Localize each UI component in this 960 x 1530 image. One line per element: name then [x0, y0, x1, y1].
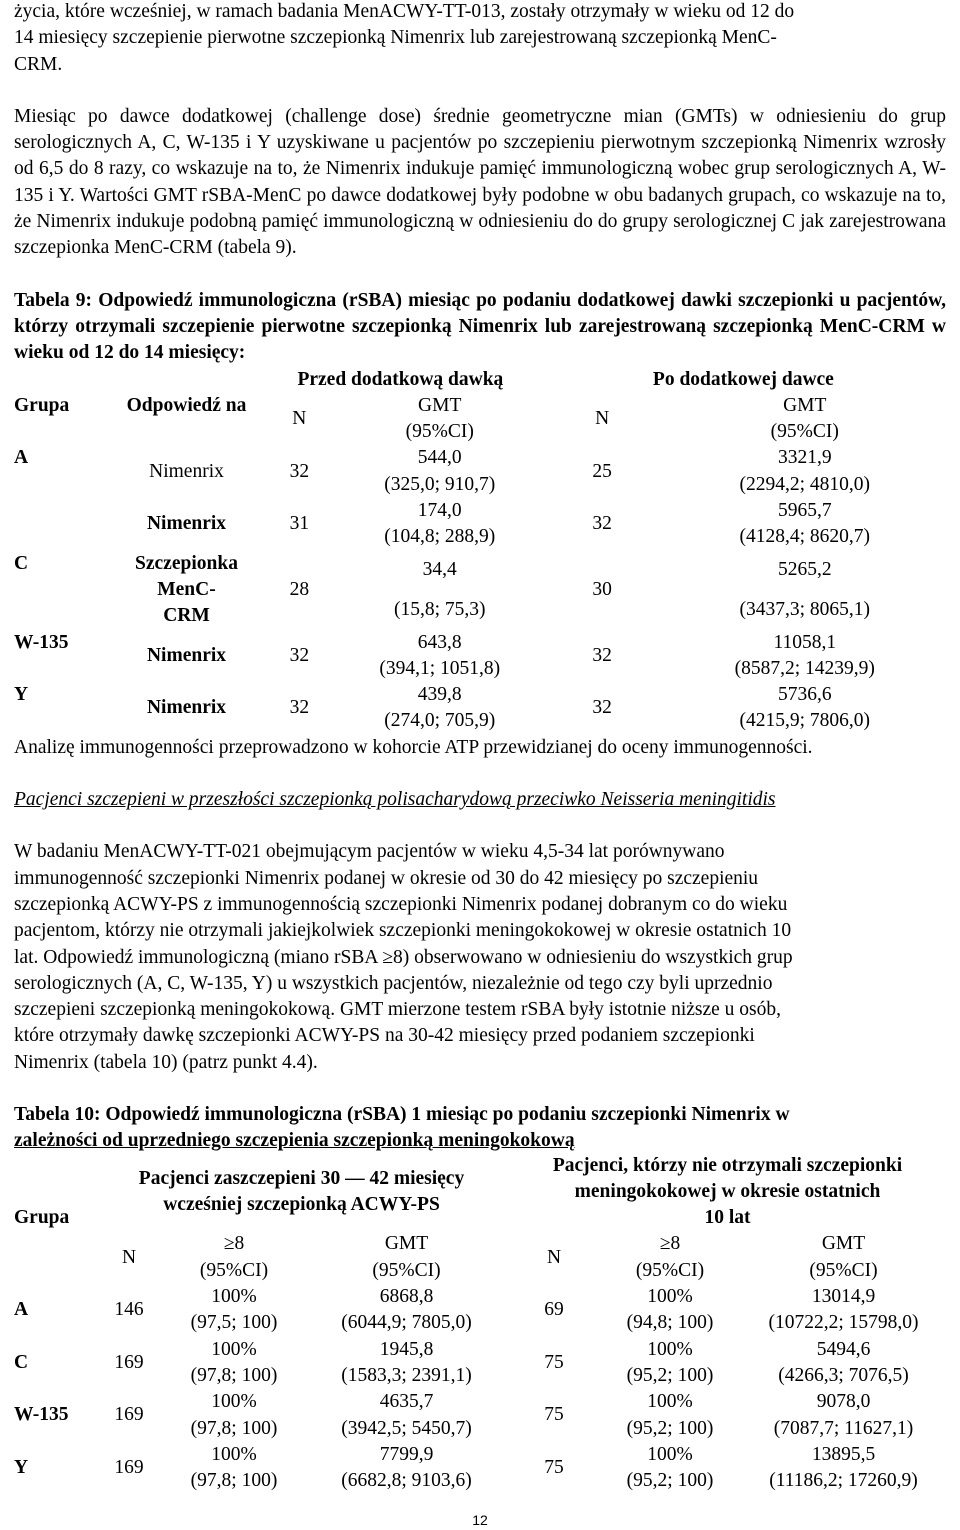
table9-ci-after: (8587,2; 14239,9)	[734, 657, 875, 679]
table10-header-ge8-2	[599, 1231, 741, 1284]
table10-percent-prev	[164, 1337, 304, 1390]
table10-header-n1: N	[121, 1246, 137, 1268]
table10-gmt-none	[741, 1442, 946, 1495]
table10-percent-value: 100%	[211, 1443, 257, 1465]
table10-n-prev: 169	[114, 1404, 144, 1426]
table10-n-none: 75	[544, 1456, 564, 1478]
table10-percent-ci: (94,8; 100)	[626, 1312, 714, 1334]
table10-percent-prev	[164, 1389, 304, 1442]
table10-header-group: Grupa	[14, 1207, 70, 1229]
table9-row-c-nimenrix	[14, 498, 946, 524]
table10-header-ci: (95%CI)	[809, 1259, 878, 1281]
table9-vaccine: Nimenrix	[146, 513, 227, 535]
table10-percent-prev	[164, 1442, 304, 1495]
paragraph-memory-response: Miesiąc po dawce dodatkowej (challenge dose) średnie geometryczne mian (GMTs) w odniesieniu do grup serologicznych A, C, W-135 i Y uzyskiwane u pacjentów po szczepieniu pierwotnym szczepionką Nimenrix wzrosły od 6,5 do 8 razy, co wskazuje na to, że Nimenrix indukuje pamięć immunologiczną wobec grup serologicznych A, W-135 i Y. Wartości GMT rSBA-MenC po dawce dodatkowej były podobne w obu badanych grupach, co wskazuje na to, że Nimenrix indukuje podobną pamięć immunologiczną w odniesieniu do do grupy serologicznej C jak zarejestrowana szczepionka MenC-CRM (tabela 9).	[14, 105, 946, 259]
table10-percent-value: 100%	[647, 1391, 693, 1413]
table9-vaccine: Nimenrix	[146, 644, 227, 666]
table9-header-before: Przed dodatkową dawką	[297, 368, 504, 390]
table10-percent-value: 100%	[211, 1286, 257, 1308]
table10-header-none-line-2: meningokokowej w okresie ostatnich	[574, 1180, 881, 1202]
table10	[14, 1153, 946, 1495]
table10-header-gmt-2	[741, 1231, 946, 1284]
table9-ci-before: (394,1; 1051,8)	[379, 657, 501, 679]
table10-gmt-value: 13895,5	[811, 1443, 876, 1465]
table9-ci-after: (4215,9; 7806,0)	[739, 710, 871, 732]
table9-gmt-before: 643,8	[417, 631, 462, 653]
section-heading: Pacjenci szczepieni w przeszłości szczepionką polisacharydową przeciwko Neisseria meningitidis	[14, 789, 776, 811]
table10-header-ge8-label: ≥8	[223, 1233, 245, 1255]
table9-row-c-menc	[14, 551, 946, 590]
table9-header-n2: N	[595, 408, 610, 429]
table10-percent-ci: (97,8; 100)	[190, 1417, 278, 1439]
table10-percent-ci: (95,2; 100)	[626, 1364, 714, 1386]
table9-header-group: Grupa	[14, 394, 70, 416]
para2-line-3: szczepionką ACWY-PS z immunogennością szczepionki Nimenrix podanej dobranym co do wieku	[14, 893, 788, 915]
table9-gmt-before: 34,4	[422, 559, 457, 581]
table10-gmt-value: 7799,9	[379, 1443, 434, 1465]
table9-header-after: Po dodatkowej dawce	[652, 368, 834, 390]
table10-n-prev: 169	[114, 1351, 144, 1373]
table9-n-after: 32	[592, 644, 612, 666]
table9-gmt-before: 174,0	[417, 500, 462, 522]
table10-n-none: 75	[544, 1404, 564, 1426]
table10-percent-value: 100%	[211, 1338, 257, 1360]
table10-n-none: 75	[544, 1351, 564, 1373]
table10-percent-none	[599, 1284, 741, 1337]
table10-header-gmt-1	[304, 1231, 509, 1284]
table9-header-ci1: (95%CI)	[405, 421, 474, 443]
table9-vaccine: Szczepionka MenC-CRM	[135, 552, 238, 627]
table10-header-ge8-1	[164, 1231, 304, 1284]
table10-header-row-1	[14, 1153, 946, 1232]
document-page	[14, 0, 946, 1494]
table9-n-before: 31	[289, 513, 310, 535]
table9-group-y: Y	[14, 684, 29, 706]
table10-gmt-ci: (7087,7; 11627,1)	[773, 1417, 914, 1439]
table9-n-before: 28	[289, 578, 310, 600]
table9-header-ci2: (95%CI)	[770, 421, 839, 443]
table10-gmt-prev	[304, 1442, 509, 1495]
table10-row-c	[14, 1337, 946, 1390]
table10-percent-value: 100%	[647, 1286, 693, 1308]
table9-ci-after: (3437,3; 8065,1)	[739, 598, 871, 620]
table9-gmt-after: 5265,2	[777, 559, 832, 581]
table10-percent-none	[599, 1442, 741, 1495]
table9-vaccine: Nimenrix	[149, 460, 224, 482]
table9-header-response: Odpowiedź na	[126, 394, 247, 416]
table10-percent-ci: (95,2; 100)	[626, 1470, 714, 1492]
table9-header-n1: N	[292, 408, 307, 429]
table9-ci-before: (15,8; 75,3)	[393, 598, 486, 620]
table10-percent-none	[599, 1389, 741, 1442]
intro-line-2: 14 miesięcy szczepienie pierwotne szczepionką Nimenrix lub zarejestrowaną szczepionką MenC-	[14, 27, 777, 49]
table10-percent-value: 100%	[647, 1338, 693, 1360]
table10-header-ci: (95%CI)	[635, 1259, 705, 1281]
table9-gmt-after: 5965,7	[777, 500, 832, 522]
table10-percent-prev	[164, 1284, 304, 1337]
table10-gmt-value: 5494,6	[816, 1338, 871, 1360]
para2-line-9: Nimenrix (tabela 10) (patrz punkt 4.4).	[14, 1051, 318, 1073]
para2-line-7: szczepieni szczepionką meningokokową. GMT mierzone testem rSBA były istotnie niższe u osób,	[14, 999, 782, 1021]
table10-header-previously-vaccinated	[94, 1153, 509, 1232]
para2-line-4: pacjentom, którzy nie otrzymali jakiejkolwiek szczepionki meningokokowej w okresie ostatnich 10	[14, 920, 792, 942]
table9-gmt-after: 11058,1	[773, 631, 837, 653]
table10-group: Y	[14, 1456, 29, 1478]
table9-gmt-after: 3321,9	[777, 447, 832, 469]
table9-gmt-after: 5736,6	[777, 684, 832, 706]
table10-n-prev: 169	[114, 1456, 144, 1478]
table10-header-ci: (95%CI)	[199, 1259, 269, 1281]
table10-row-w135	[14, 1389, 946, 1442]
table10-header-row-2	[14, 1231, 946, 1284]
table10-header-prev-line-2: wcześniej szczepionką ACWY-PS	[163, 1194, 440, 1216]
para2-line-5: lat. Odpowiedź immunologiczną (miano rSBA ≥8) obserwowano w odniesieniu do wszystkich grup	[14, 946, 793, 968]
table9-gmt-before: 544,0	[417, 447, 462, 469]
para2-line-1: W badaniu MenACWY-TT-021 obejmującym pacjentów w wieku 4,5-34 lat porównywano	[14, 841, 725, 863]
table10-gmt-ci: (10722,2; 15798,0)	[768, 1312, 919, 1334]
table10-header-not-vaccinated	[509, 1153, 946, 1232]
table10-header-ge8-label: ≥8	[659, 1233, 681, 1255]
table9-note: Analizę immunogenności przeprowadzono w kohorcie ATP przewidzianej do oceny immunogenności.	[14, 736, 813, 758]
table10-gmt-ci: (6682,8; 9103,6)	[341, 1470, 472, 1492]
table10-percent-ci: (95,2; 100)	[626, 1417, 714, 1439]
table10-group: A	[14, 1299, 29, 1321]
table10-header-prev-line-1: Pacjenci zaszczepieni 30 — 42 miesięcy	[138, 1167, 465, 1189]
table10-gmt-none	[741, 1284, 946, 1337]
table9-row-w135	[14, 630, 946, 656]
table10-percent-ci: (97,5; 100)	[190, 1312, 278, 1334]
table10-percent-ci: (97,8; 100)	[190, 1364, 278, 1386]
table10-gmt-ci: (3942,5; 5450,7)	[341, 1417, 472, 1439]
table10-gmt-value: 1945,8	[379, 1338, 434, 1360]
table10-header-ci: (95%CI)	[372, 1259, 441, 1281]
table9-n-after: 30	[592, 578, 612, 600]
table9-header-gmt1: GMT	[418, 394, 462, 416]
table9-header-row-1	[14, 367, 946, 393]
para2-line-2: immunogenność szczepionki Nimenrix podanej w okresie od 30 do 42 miesięcy po szczepieniu	[14, 867, 759, 889]
table9-n-before: 32	[289, 644, 310, 666]
table10-gmt-value: 4635,7	[379, 1391, 434, 1413]
table9-ci-after: (2294,2; 4810,0)	[739, 473, 871, 495]
table9-gmt-before: 439,8	[417, 684, 462, 706]
table9-row-y	[14, 682, 946, 708]
table10-header-gmt-label: GMT	[384, 1233, 429, 1255]
table9-n-after: 25	[592, 460, 612, 482]
table10-percent-value: 100%	[211, 1391, 257, 1413]
table10-gmt-ci: (6044,9; 7805,0)	[341, 1312, 472, 1334]
table9-header-gmt2: GMT	[783, 394, 827, 416]
table10-gmt-value: 9078,0	[816, 1391, 871, 1413]
table9-n-before: 32	[289, 460, 310, 482]
table9-n-before: 32	[289, 697, 310, 719]
table9-group-a: A	[14, 447, 29, 469]
table10-gmt-value: 6868,8	[379, 1286, 434, 1308]
paragraph-prior-vaccination	[14, 839, 946, 1076]
table10-gmt-ci: (4266,3; 7076,5)	[778, 1364, 909, 1386]
table10-caption-line-1: Tabela 10: Odpowiedź immunologiczna (rSBA) 1 miesiąc po podaniu szczepionki Nimenrix w	[14, 1103, 790, 1125]
table10-gmt-ci: (1583,3; 2391,1)	[341, 1364, 472, 1386]
table10-gmt-none	[741, 1337, 946, 1390]
table9-ci-before: (104,8; 288,9)	[384, 526, 496, 548]
table10-caption-line-2: zależności od uprzedniego szczepienia szczepionką meningokokową	[14, 1130, 575, 1152]
table10-gmt-prev	[304, 1337, 509, 1390]
table9-n-after: 32	[592, 697, 612, 719]
table9-ci-before: (325,0; 910,7)	[384, 473, 496, 495]
table10-gmt-prev	[304, 1284, 509, 1337]
table9-group-w135: W-135	[14, 631, 69, 653]
intro-line-3: CRM.	[14, 53, 63, 75]
table10-header-gmt-label: GMT	[821, 1233, 866, 1255]
para2-line-8: które otrzymały dawkę szczepionki ACWY-PS na 30-42 miesięcy przed podaniem szczepionki	[14, 1025, 755, 1047]
table9-vaccine: Nimenrix	[146, 697, 227, 719]
page-number: 12	[472, 1512, 488, 1528]
intro-line-1: życia, które wcześniej, w ramach badania MenACWY-TT-013, zostały otrzymały w wieku od 12 do	[14, 1, 795, 22]
table10-header-n2: N	[546, 1246, 562, 1268]
table10-percent-value: 100%	[647, 1443, 693, 1465]
table9	[14, 367, 946, 735]
table10-header-none-line-3: 10 lat	[704, 1207, 751, 1229]
table10-gmt-ci: (11186,2; 17260,9)	[769, 1470, 918, 1492]
table9-n-after: 32	[592, 513, 612, 535]
table10-gmt-none	[741, 1389, 946, 1442]
table10-n-none: 69	[544, 1299, 564, 1321]
para2-line-6: serologicznych (A, C, W-135, Y) u wszystkich pacjentów, niezależnie od tego czy byli uprzednio	[14, 972, 773, 994]
table10-group: W-135	[14, 1404, 69, 1426]
table10-n-prev: 146	[114, 1299, 144, 1321]
table10-group: C	[14, 1351, 29, 1373]
table9-ci-before: (274,0; 705,9)	[384, 710, 496, 732]
table9-caption: Tabela 9: Odpowiedź immunologiczna (rSBA) miesiąc po podaniu dodatkowej dawki szczepionki u pacjentów, którzy otrzymali szczepienie pierwotne szczepionką Nimenrix lub zarejestrowaną szczepionką MenC-CRM w wieku od 12 do 14 miesięcy:	[14, 289, 946, 364]
table10-row-a	[14, 1284, 946, 1337]
table9-ci-after: (4128,4; 8620,7)	[739, 526, 871, 548]
table9-group-c: C	[14, 552, 29, 574]
table10-gmt-prev	[304, 1389, 509, 1442]
table10-row-y	[14, 1442, 946, 1495]
table10-gmt-value: 13014,9	[811, 1286, 876, 1308]
table9-row-a	[14, 445, 946, 471]
table10-percent-ci: (97,8; 100)	[190, 1470, 278, 1492]
table10-percent-none	[599, 1337, 741, 1390]
table10-header-none-line-1: Pacjenci, którzy nie otrzymali szczepionki	[552, 1154, 903, 1176]
